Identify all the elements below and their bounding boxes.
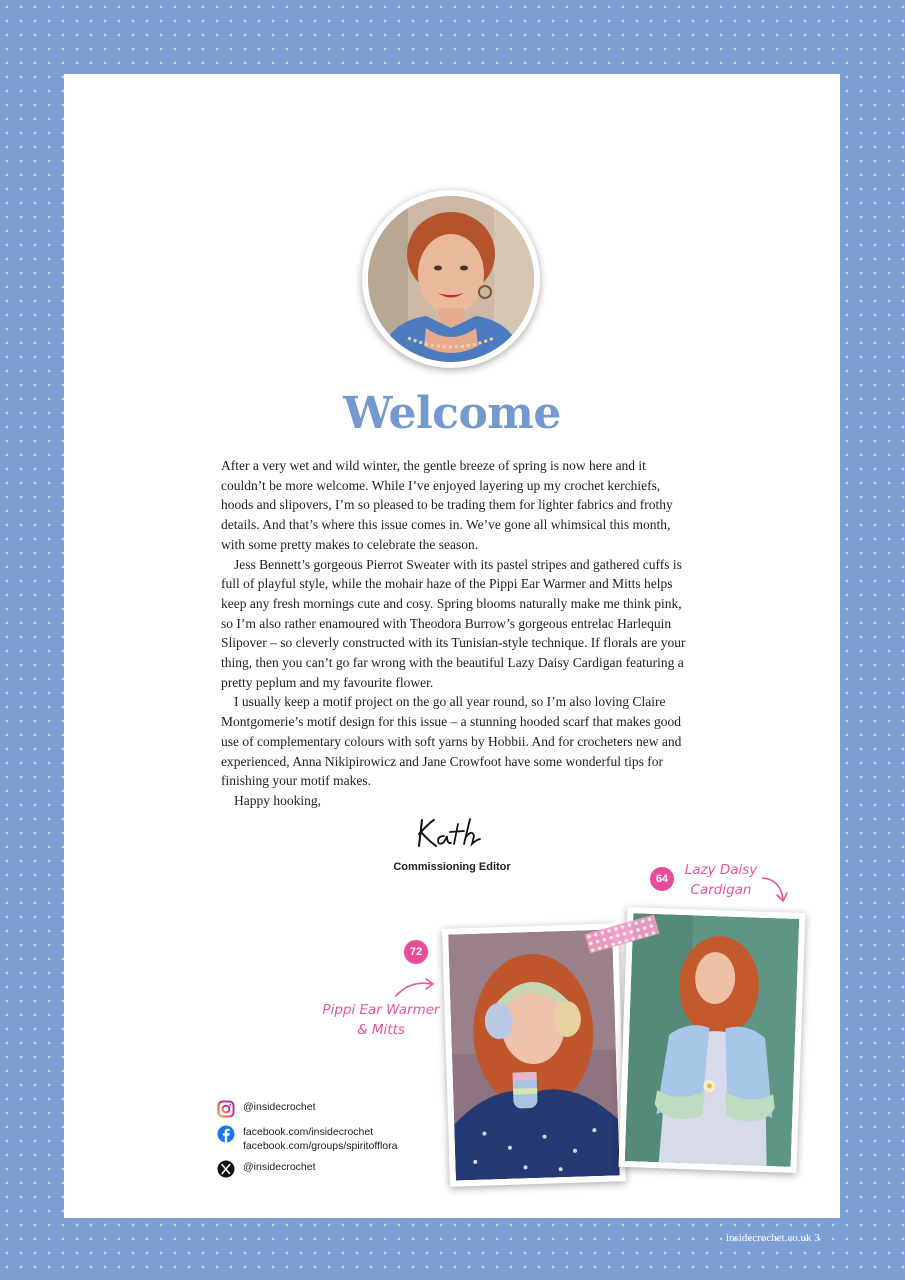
facebook-icon — [217, 1125, 235, 1143]
x-handle: @insidecrochet — [243, 1161, 316, 1173]
social-links — [217, 1100, 467, 1185]
lazy-daisy-callout-line-2: Cardigan — [690, 882, 752, 898]
page-badge-72: 72 — [404, 940, 428, 964]
letter-paragraph-2: Jess Bennett’s gorgeous Pierrot Sweater with its pastel stripes and gathered cuffs is full of playful style, while the mohair haze of the Pippi Ear Warmer and Mitts helps keep any fresh mornings cute and cosy. Spring blooms naturally make me think pink, so I’m also rather enamoured with Theodora Burrow’s gorgeous entrelac Harlequin Slipover – so cleverly constructed with its Tunisian-style technique. If florals are your thing, then you can’t go far wrong with the beautiful Lazy Daisy Cardigan featuring a pretty peplum and my favourite flower. — [221, 556, 686, 690]
footer-site: insidecrochet.co.uk — [726, 1232, 812, 1244]
pippi-callout-line-2: & Mitts — [357, 1022, 405, 1038]
letter-paragraph-3: I usually keep a motif project on the go all year round, so I’m also loving Claire Montgomerie’s motif design for this issue – a stunning hooded scarf that makes good use of complementary colours with soft yarns by Hobbii. And for crocheters new and experienced, Anna Nikipirowicz and Jane Crowfoot have some wonderful tips for finishing your motif makes. — [221, 694, 682, 789]
instagram-handle: @insidecrochet — [243, 1101, 316, 1113]
facebook-links[interactable] — [217, 1125, 467, 1153]
page-title: Welcome — [343, 388, 561, 439]
facebook-group-url[interactable]: facebook.com/groups/spiritofflora — [243, 1140, 398, 1152]
lazy-daisy-cardigan-photo — [619, 907, 806, 1173]
pippi-ear-warmer-photo — [442, 923, 626, 1186]
pippi-callout — [321, 1000, 441, 1040]
instagram-icon — [217, 1100, 235, 1118]
editor-portrait-illustration — [368, 196, 534, 362]
letter-sign-off: Happy hooking, — [234, 792, 321, 808]
facebook-page-url[interactable]: facebook.com/insidecrochet — [243, 1126, 374, 1138]
editor-portrait — [368, 196, 534, 362]
pippi-ear-warmer-illustration — [448, 929, 620, 1180]
page-panel — [64, 74, 840, 1218]
x-icon — [217, 1160, 235, 1178]
x-link[interactable] — [217, 1160, 467, 1178]
lazy-daisy-cardigan-illustration — [625, 913, 800, 1167]
editor-portrait-frame — [362, 190, 540, 368]
pippi-callout-line-1: Pippi Ear Warmer — [322, 1002, 440, 1018]
page-badge-64: 64 — [650, 867, 674, 891]
lazy-daisy-callout — [681, 860, 761, 900]
signature-role: Commissioning Editor — [393, 861, 511, 873]
lazy-daisy-callout-line-1: Lazy Daisy — [684, 862, 758, 878]
footer-page-number: 3 — [814, 1232, 820, 1244]
editor-signature — [414, 816, 494, 852]
letter-paragraph-1: After a very wet and wild winter, the gentle breeze of spring is now here and it couldn’t be more welcome. While I’ve enjoyed layering up my crochet kerchiefs, hoods and slipovers, I’m so pleased to be trading them for lighter fabrics and frothy details. And that’s where this issue comes in. We’ve gone all whimsical this month, with some pretty makes to celebrate the season. — [221, 458, 673, 552]
instagram-link[interactable] — [217, 1100, 467, 1118]
page-footer — [726, 1232, 820, 1244]
pippi-arrow-icon — [392, 976, 440, 1000]
lazy-daisy-arrow-icon — [761, 874, 789, 906]
editor-letter — [221, 456, 691, 811]
